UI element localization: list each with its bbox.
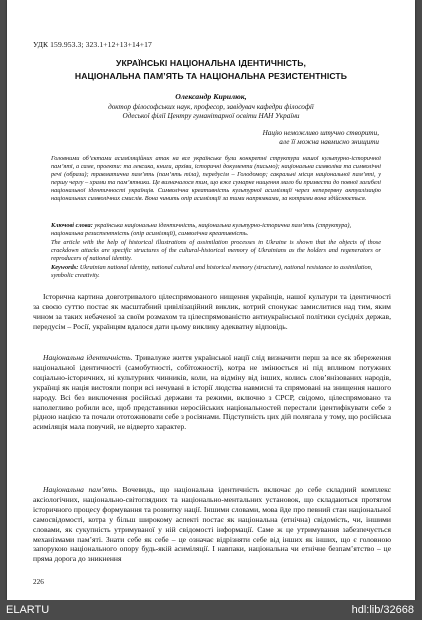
article-title-line-1: УКРАЇНСЬКІ НАЦІОНАЛЬНА ІДЕНТИЧНІСТЬ, xyxy=(116,58,306,68)
keywords-ukrainian xyxy=(51,222,381,238)
abstract-english: The article with the help of historical illustrations of assimilation processes in Ukraine is shown that the objects of those crackdown attacks are specific structures of the cultural-historical memory of Ukrainians as the holders and regenerators or reproducers of national identity. xyxy=(51,239,381,263)
article-title-line-2: НАЦІОНАЛЬНА ПАМ’ЯТЬ ТА НАЦІОНАЛЬНА РЕЗИСТЕНТНІСТЬ xyxy=(74,71,348,81)
repository-label: ELARTU xyxy=(6,604,50,616)
author-affiliation-line-1: доктор філософських наук, професор, завідувач кафедри філософії xyxy=(108,103,314,111)
body-paragraph-2 xyxy=(33,353,391,432)
keywords-english-label: Keywords: xyxy=(51,264,79,271)
epigraph-line-1: Націю неможливо штучно створити, xyxy=(262,129,379,137)
udk-code: УДК 159.953.3; 323.1+12+13+14+17 xyxy=(33,40,152,49)
handle-link[interactable]: hdl:lib/32668 xyxy=(351,604,414,616)
page-number: 226 xyxy=(33,578,44,586)
author-affiliation-line-2: Одеської філії Центру гуманітарної освіти НАН України xyxy=(122,112,300,120)
paragraph-text: Вочевидь, що національна ідентичність включає до себе складний комплекс аксіологічних, національно-світоглядних та національно-ментальних установок, що складаються протягом історичного процесу формування та розвитку нації. Іншими словами, мова йде про певний стан національної самосвідомості, котра у більш широкому аспекті постає як національна (етнічна) свідомість, чи, іншими словами, як сукупність утримуваної у ній свідомості інформації. Саме ж це утримування забезпечується механізмами пам’яті. Знати себе як себе – це означає відрізняти себе від інших як інших, що є головною запорукою національного опору будь-якій асиміляції. І навпаки, національна чи етнічне безпам’ятство – це пряма дорога до зникнення xyxy=(33,485,391,564)
section-lead-national-identity: Національна ідентичність. xyxy=(43,353,133,362)
keywords-ukrainian-text: українська національна ідентичність, національна культурно-історична пам’ять (структура), національна резистентність (опір асиміляції), символічна креативність. xyxy=(51,222,352,238)
epigraph-line-2: але її можна навмисно знищити xyxy=(279,138,379,146)
paragraph-text: Тривалуже життя української нації слід визначити перш за все як збереження національної ідентичності (самобутності, собітожності), котра не змінюється ні під впливом потужних соціально-історичних, ні культурних чинників, коли, на відміну від інших, колись слов’янізованих народів, українці як нація вистояли попри всі нечувані в історії людства навмисні та спрямовані на знищення нашого народу. Всі без виключення російські держави та режими, включно з СРСР, свідомо, цілеспрямовано та наполегливо робили все, щоб представники неросійських національностей перестали ідентифікувати себе з рідною нацією та почали ототожнювати себе з росіянами. Підступність цих дій полягала у тому, що російська асиміляція мала повучий, не відверто характер. xyxy=(33,353,391,432)
author-name: Олександр Кирилюк, xyxy=(175,92,247,101)
paragraph-text: Історична картина довготривалого цілеспрямованого нищення українців, нашої культури та ідентичності за своєю суттю постає як масштабний цивілізаційний виклик, котрий спонукає замислитися над тим, яким чином за таких небаченої за своїм розмахом та цілеспрямованістю антиукраїнської політики сусідніх держав, передусім – Росії, українцям вдалося дати цьому виклику адекватну відповідь. xyxy=(33,292,391,331)
document-page xyxy=(7,0,415,600)
keywords-english xyxy=(51,264,381,280)
keywords-english-text: Ukrainian national identity, national cultural and historical memory (structure), national resistance to assimilation, symbolic creativity. xyxy=(51,264,373,280)
body-paragraph-1 xyxy=(33,292,391,332)
section-lead-national-memory: Національна пам’ять. xyxy=(43,485,118,494)
keywords-ukrainian-label: Ключові слова: xyxy=(51,222,93,229)
abstract-ukrainian: Головними об’єктами асиміляційних атак на все українське були конкретні структури нашої культурно-історичної пам’яті, а саме, проекти: та лексика, книги, архіви, історичні документи (письмо); національна символіка та символічні речі (образи); травматична пам’ять (пам’ять тіла), передусім – Голодомор; сакральні місця національної пам’яті, у першу чергу – храми та пам’ятники. Це визначалося тим, що вже сумарне нищення мало би призвести до повної загибелі національної ідентичності українців. Символічна креативність культурної асиміляції через неперервну актуалізацію національних символічних смислів. Вона чинить опір асиміляції за тими напрямками, за котрими вона здійснюється. xyxy=(51,155,381,203)
viewer-footer-bar xyxy=(0,600,422,620)
body-paragraph-3 xyxy=(33,485,391,564)
